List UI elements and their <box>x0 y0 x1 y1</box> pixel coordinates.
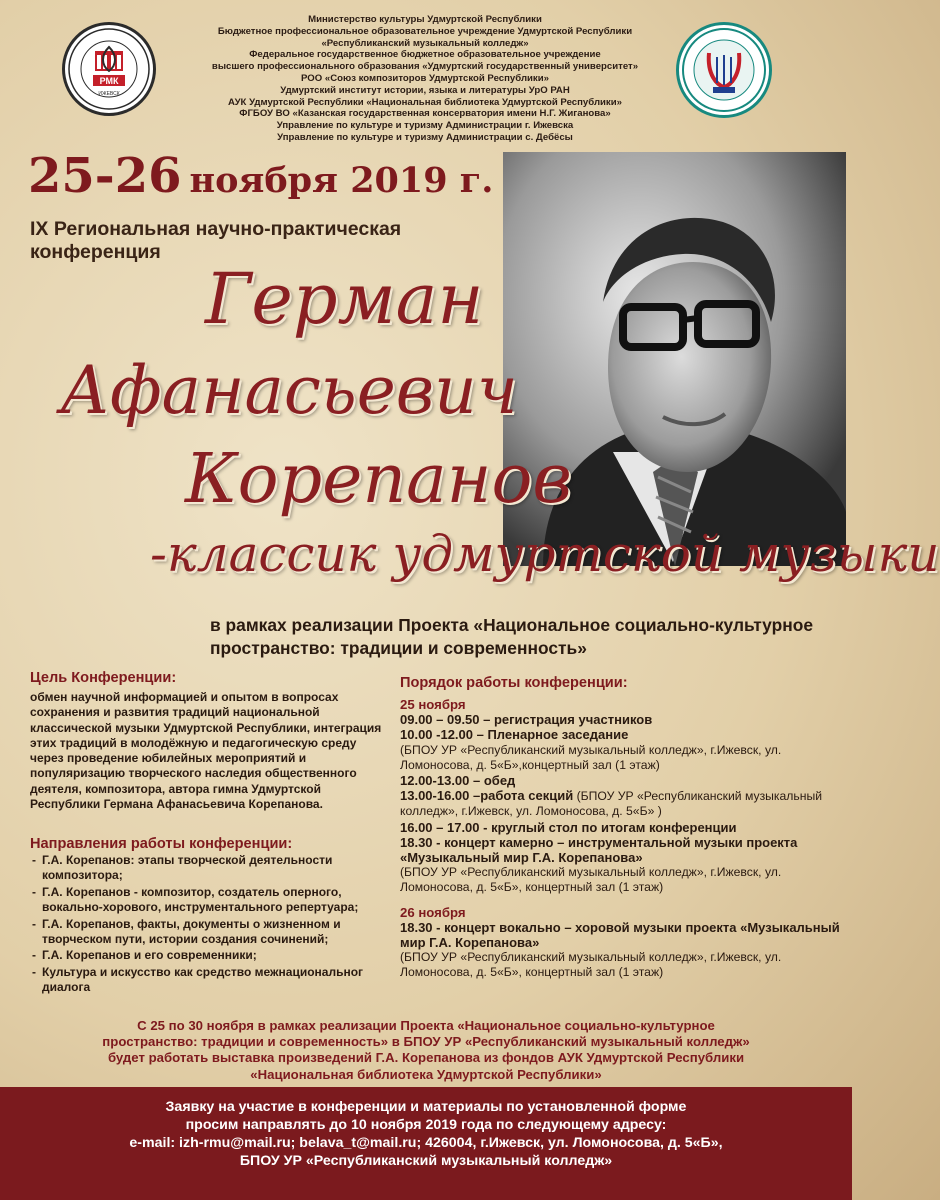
footer-line: БПОУ УР «Республиканский музыкальный колледж» <box>239 1153 613 1169</box>
schedule-event: 16.00 – 17.00 - круглый стол по итогам конференции <box>400 819 737 835</box>
conference-title: IX Региональная научно-практическая конференция <box>30 218 402 263</box>
schedule-day: 25 ноября <box>400 697 466 712</box>
organizer-line: Бюджетное профессиональное образовательное учреждение Удмуртской Республики <box>217 25 633 37</box>
organizer-line: Министерство культуры Удмуртской Республики <box>308 14 542 25</box>
footer-contact-line[interactable]: e-mail: izh-rmu@mail.ru; belava_t@mail.ru; 426004, г.Ижевск, ул. Ломоносова, д. 5«Б», <box>129 1135 723 1151</box>
exhibition-notice <box>40 1018 812 1083</box>
organizer-line: высшего профессионального образования «Удмуртский государственный университет» <box>211 61 639 73</box>
organizer-line: Управление по культуре и туризму Администрации с. Дебёсы <box>277 131 573 143</box>
list-item: - Культура и искусство как средство межнациональног диалога <box>30 965 392 996</box>
goal-title: Цель Конференции: <box>30 670 177 686</box>
college-emblem-icon <box>62 22 156 116</box>
ministry-lyre-emblem-icon <box>676 22 772 118</box>
exhibition-line: будет работать выставка произведений Г.А. Корепанова из фондов АУК Удмуртской Республики <box>107 1050 745 1066</box>
conference-date <box>28 148 493 204</box>
name-last: Корепанов <box>185 440 572 519</box>
project-line: в рамках реализации Проекта «Национальное социально-культурное пространство: традиции и современность» <box>210 615 814 658</box>
footer-line: Заявку на участие в конференции и материалы по установленной форме <box>165 1099 687 1115</box>
date-days: 25-26 <box>28 148 182 204</box>
organizer-line: Удмуртский институт истории, языка и литературы УрО РАН <box>280 84 570 96</box>
date-month-year: ноября 2019 г. <box>189 160 494 201</box>
exhibition-line: пространство: традиции и современность» в БПОУ УР «Республиканский музыкальный колледж» <box>102 1034 750 1050</box>
organizer-line: АУК Удмуртской Республики «Национальная библиотека Удмуртской Республики» <box>228 96 622 108</box>
schedule <box>400 695 840 981</box>
logo-rmk-city: ИЖЕВСК <box>98 91 120 97</box>
exhibition-line: «Национальная библиотека Удмуртской Республики» <box>250 1066 602 1082</box>
organizer-line: Управление по культуре и туризму Администрации г. Ижевска <box>276 120 574 132</box>
list-item: - Г.А. Корепанов и его современники; <box>30 948 392 963</box>
schedule-day: 26 ноября <box>400 904 466 920</box>
organizer-line: РОО «Союз композиторов Удмуртской Республики» <box>301 72 549 84</box>
exhibition-line: С 25 по 30 ноября в рамках реализации Проекта «Национальное социально-культурное <box>137 1018 715 1033</box>
list-item: - Г.А. Корепанов, факты, документы о жизненном и творческом пути, истории создания сочинений; <box>30 917 392 948</box>
logo-rmk-text: РМК <box>99 76 119 86</box>
organizer-line: «Республиканский музыкальный колледж» <box>321 37 529 49</box>
schedule-note: (БПОУ УР «Республиканский музыкальный колледж», г.Ижевск, ул. Ломоносова, д. 5«Б»,концертный зал (1 этаж) <box>400 742 782 772</box>
list-item: - Г.А. Корепанов: этапы творческой деятельности композитора; <box>30 853 392 884</box>
name-first: Герман <box>205 258 484 340</box>
organizers-list <box>160 14 690 144</box>
schedule-title: Порядок работы конференции: <box>400 675 628 691</box>
schedule-note: (БПОУ УР «Республиканский музыкальный колледж», г.Ижевск, ул. Ломоносова, д. 5«Б», концертный зал (1 этаж) <box>400 950 782 980</box>
directions-title: Направления работы конференции: <box>30 836 293 852</box>
schedule-event: 10.00 -12.00 – Пленарное заседание <box>400 727 629 743</box>
name-patronymic: Афанасьевич <box>60 352 518 429</box>
organizer-line: Федеральное государственное бюджетное образовательное учреждение <box>249 49 601 61</box>
schedule-event: 13.00-16.00 –работа секций <box>400 788 574 804</box>
schedule-event: 12.00-13.00 – обед <box>400 773 516 789</box>
goal-text: обмен научной информацией и опытом в вопросах сохранения и развития традиций национальной классической музыки Удмуртской Республики, интеграция этих традиций в молодёжную и педагогическую среду через проведение юбилейных мероприятий и популяризацию творческого наследия общественного деятеля, композитора, автора гимна Удмуртской Республики Германа Афанасьевича Корепанова. <box>30 690 382 812</box>
schedule-note: (БПОУ УР «Республиканский музыкальный колледж», г.Ижевск, ул. Ломоносова, д. 5«Б» ) <box>400 789 823 819</box>
name-tagline: -классик удмуртской музыки <box>150 525 940 583</box>
schedule-event: 18.30 - концерт вокально – хоровой музыки проекта «Музыкальный мир Г.А. Корепанова» <box>400 919 840 951</box>
schedule-event: 18.30 - концерт камерно – инструментальной музыки проекта «Музыкальный мир Г.А. Корепанова» <box>400 834 798 866</box>
organizer-line: ФГБОУ ВО «Казанская государственная консерватория имени Н.Г. Жиганова» <box>239 108 611 120</box>
footer-line: просим направлять до 10 ноября 2019 года по следующему адресу: <box>185 1117 667 1133</box>
schedule-event: 09.00 – 09.50 – регистрация участников <box>400 712 653 728</box>
schedule-note: (БПОУ УР «Республиканский музыкальный колледж», г.Ижевск, ул. Ломоносова, д. 5«Б», концертный зал (1 этаж) <box>400 865 782 895</box>
directions-list <box>30 853 392 997</box>
list-item: - Г.А. Корепанов - композитор, создатель оперного, вокально-хорового, инструментального репертуара; <box>30 885 392 916</box>
footer-text <box>0 1098 852 1170</box>
